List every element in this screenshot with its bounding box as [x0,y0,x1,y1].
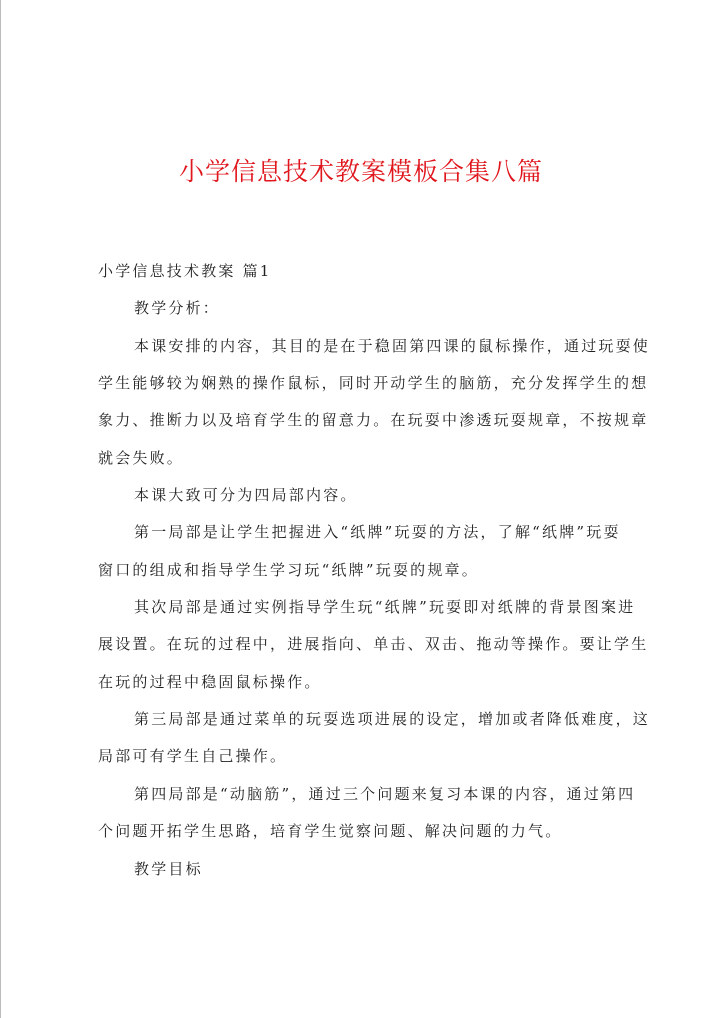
section-heading: 小学信息技术教案 篇1 [98,262,272,280]
paragraph-line: 其次局部是通过实例指导学生玩“纸牌”玩耍即对纸牌的背景图案进 [134,598,636,617]
document-title: 小学信息技术教案模板合集八篇 [178,157,543,186]
document-body [98,258,651,893]
paragraph-line: 就会失败。 [98,448,185,467]
paragraph-line: 学生能够较为娴熟的操作鼠标，同时开动学生的脑筋，充分发挥学生的想 [98,374,649,393]
paragraph-line: 象力、推断力以及培育学生的留意力。在玩耍中渗透玩耍规章，不按规章 [98,411,649,430]
paragraph-line: 教学分析： [134,299,221,318]
paragraph-line: 窗口的组成和指导学生学习玩“纸牌”玩耍的规章。 [98,560,479,579]
paragraph-line: 第三局部是通过菜单的玩耍选项进展的设定，增加或者降低难度，这 [134,710,651,729]
paragraph-line: 展设置。在玩的过程中，进展指向、单击、双击、拖动等操作。要让学生 [98,635,649,654]
paragraph-line: 教学目标 [134,859,203,878]
paragraph-line: 局部可有学生自己操作。 [98,747,288,766]
paragraph-line: 个问题开拓学生思路，培育学生觉察问题、解决问题的力气。 [98,822,563,841]
paragraph-line: 本课大致可分为四局部内容。 [134,486,358,505]
paragraph-line: 在玩的过程中稳固鼠标操作。 [98,672,322,691]
paragraph-line: 第四局部是“动脑筋”，通过三个问题来复习本课的内容，通过第四 [134,784,636,803]
paragraph-line: 本课安排的内容，其目的是在于稳固第四课的鼠标操作，通过玩耍使 [134,336,651,355]
paragraph-line: 第一局部是让学生把握进入“纸牌”玩耍的方法，了解“纸牌”玩耍 [134,523,621,542]
